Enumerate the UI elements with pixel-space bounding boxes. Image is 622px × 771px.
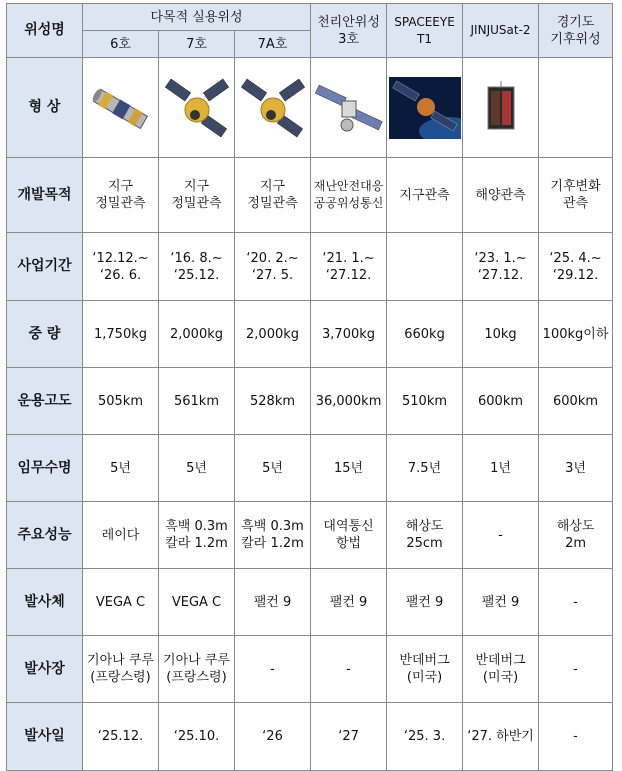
kompsat7-satellite-icon [162,77,232,139]
row-label-performance: 주요성능 [7,502,83,569]
cell-performance-5: 해상도 25cm [387,502,463,569]
cell-launch-date-2: ‘25.10. [159,703,235,771]
cell-period-7: ‘25. 4.~ ‘29.12. [539,233,613,301]
row-purpose [7,158,613,233]
cell-launch-site-7: - [539,636,613,703]
cell-lifetime-7: 3년 [539,435,613,502]
row-label-purpose: 개발목적 [7,158,83,233]
cell-performance-7: 해상도 2m [539,502,613,569]
cell-lifetime-3: 5년 [235,435,311,502]
row-performance [7,502,613,569]
cell-launcher-1: VEGA C [83,569,159,636]
row-label-shape: 형 상 [7,58,83,158]
image-kompsat7a [235,58,311,158]
row-label-period: 사업기간 [7,233,83,301]
cell-launcher-3: 팰컨 9 [235,569,311,636]
cell-launch-date-6: ‘27. 하반기 [463,703,539,771]
sat-header-kompsat6: 6호 [83,31,159,58]
sat-header-kompsat7a: 7A호 [235,31,311,58]
cell-performance-4: 대역통신 항법 [311,502,387,569]
cell-performance-1: 레이다 [83,502,159,569]
image-kompsat7 [159,58,235,158]
cell-weight-4: 3,700kg [311,301,387,368]
cell-launcher-5: 팰컨 9 [387,569,463,636]
cell-launch-site-6: 반데버그 (미국) [463,636,539,703]
group-header-multipurpose: 다목적 실용위성 [83,4,311,31]
image-gyeonggi [539,58,613,158]
cell-weight-5: 660kg [387,301,463,368]
cell-launch-date-3: ‘26 [235,703,311,771]
cell-period-2: ‘16. 8.~ ‘25.12. [159,233,235,301]
cell-purpose-7: 기후변화 관측 [539,158,613,233]
cell-purpose-6: 해양관측 [463,158,539,233]
row-label-launch-site: 발사장 [7,636,83,703]
cell-launch-site-3: - [235,636,311,703]
kompsat7a-satellite-icon [238,77,308,139]
cell-altitude-4: 36,000km [311,368,387,435]
row-label-launch-date: 발사일 [7,703,83,771]
cell-purpose-5: 지구관측 [387,158,463,233]
cell-launch-site-4: - [311,636,387,703]
satellite-comparison-table [6,3,613,771]
cell-period-6: ‘23. 1.~ ‘27.12. [463,233,539,301]
geokompsat3-satellite-icon [314,77,384,139]
cell-altitude-1: 505km [83,368,159,435]
cell-launch-site-2: 기아나 쿠루 (프랑스령) [159,636,235,703]
row-lifetime [7,435,613,502]
header-row-1 [7,4,613,31]
sat-header-spaceeye: SPACEEYE T1 [387,4,463,58]
cell-performance-3: 흑백 0.3m 칼라 1.2m [235,502,311,569]
sat-header-jinjusat: JINJUSat-2 [463,4,539,58]
cell-altitude-2: 561km [159,368,235,435]
cell-launch-date-4: ‘27 [311,703,387,771]
sat-header-gyeonggi: 경기도 기후위성 [539,4,613,58]
cell-weight-1: 1,750kg [83,301,159,368]
row-altitude [7,368,613,435]
cell-launch-site-1: 기아나 쿠루 (프랑스령) [83,636,159,703]
cell-lifetime-5: 7.5년 [387,435,463,502]
row-label-satellite-name: 위성명 [7,4,83,58]
jinjusat-satellite-icon [476,77,526,139]
row-launch-date [7,703,613,771]
row-shape [7,58,613,158]
kompsat6-satellite-icon [86,77,156,139]
image-geokompsat3 [311,58,387,158]
cell-performance-6: - [463,502,539,569]
cell-altitude-7: 600km [539,368,613,435]
cell-altitude-5: 510km [387,368,463,435]
cell-lifetime-2: 5년 [159,435,235,502]
cell-performance-2: 흑백 0.3m 칼라 1.2m [159,502,235,569]
cell-period-5 [387,233,463,301]
cell-purpose-2: 지구 정밀관측 [159,158,235,233]
cell-altitude-3: 528km [235,368,311,435]
sat-header-kompsat7: 7호 [159,31,235,58]
cell-launch-date-1: ‘25.12. [83,703,159,771]
cell-period-3: ‘20. 2.~ ‘27. 5. [235,233,311,301]
cell-launch-date-7: - [539,703,613,771]
row-launcher [7,569,613,636]
row-launch-site [7,636,613,703]
cell-launcher-6: 팰컨 9 [463,569,539,636]
cell-purpose-3: 지구 정밀관측 [235,158,311,233]
row-weight [7,301,613,368]
row-label-launcher: 발사체 [7,569,83,636]
sat-header-geokompsat: 천리안위성 3호 [311,4,387,58]
cell-launcher-4: 팰컨 9 [311,569,387,636]
cell-launch-date-5: ‘25. 3. [387,703,463,771]
cell-lifetime-1: 5년 [83,435,159,502]
cell-launcher-2: VEGA C [159,569,235,636]
spaceeye-satellite-icon [389,77,461,139]
cell-weight-2: 2,000kg [159,301,235,368]
cell-weight-3: 2,000kg [235,301,311,368]
cell-weight-7: 100kg이하 [539,301,613,368]
cell-period-4: ‘21. 1.~ ‘27.12. [311,233,387,301]
cell-lifetime-4: 15년 [311,435,387,502]
cell-weight-6: 10kg [463,301,539,368]
cell-period-1: ‘12.12.~ ‘26. 6. [83,233,159,301]
row-label-lifetime: 임무수명 [7,435,83,502]
image-kompsat6 [83,58,159,158]
row-period [7,233,613,301]
cell-lifetime-6: 1년 [463,435,539,502]
cell-launcher-7: - [539,569,613,636]
image-jinjusat [463,58,539,158]
row-label-weight: 중 량 [7,301,83,368]
image-spaceeye [387,58,463,158]
cell-purpose-4: 재난안전대응 공공위성통신 [311,158,387,233]
cell-purpose-1: 지구 정밀관측 [83,158,159,233]
cell-launch-site-5: 반데버그 (미국) [387,636,463,703]
cell-altitude-6: 600km [463,368,539,435]
row-label-altitude: 운용고도 [7,368,83,435]
